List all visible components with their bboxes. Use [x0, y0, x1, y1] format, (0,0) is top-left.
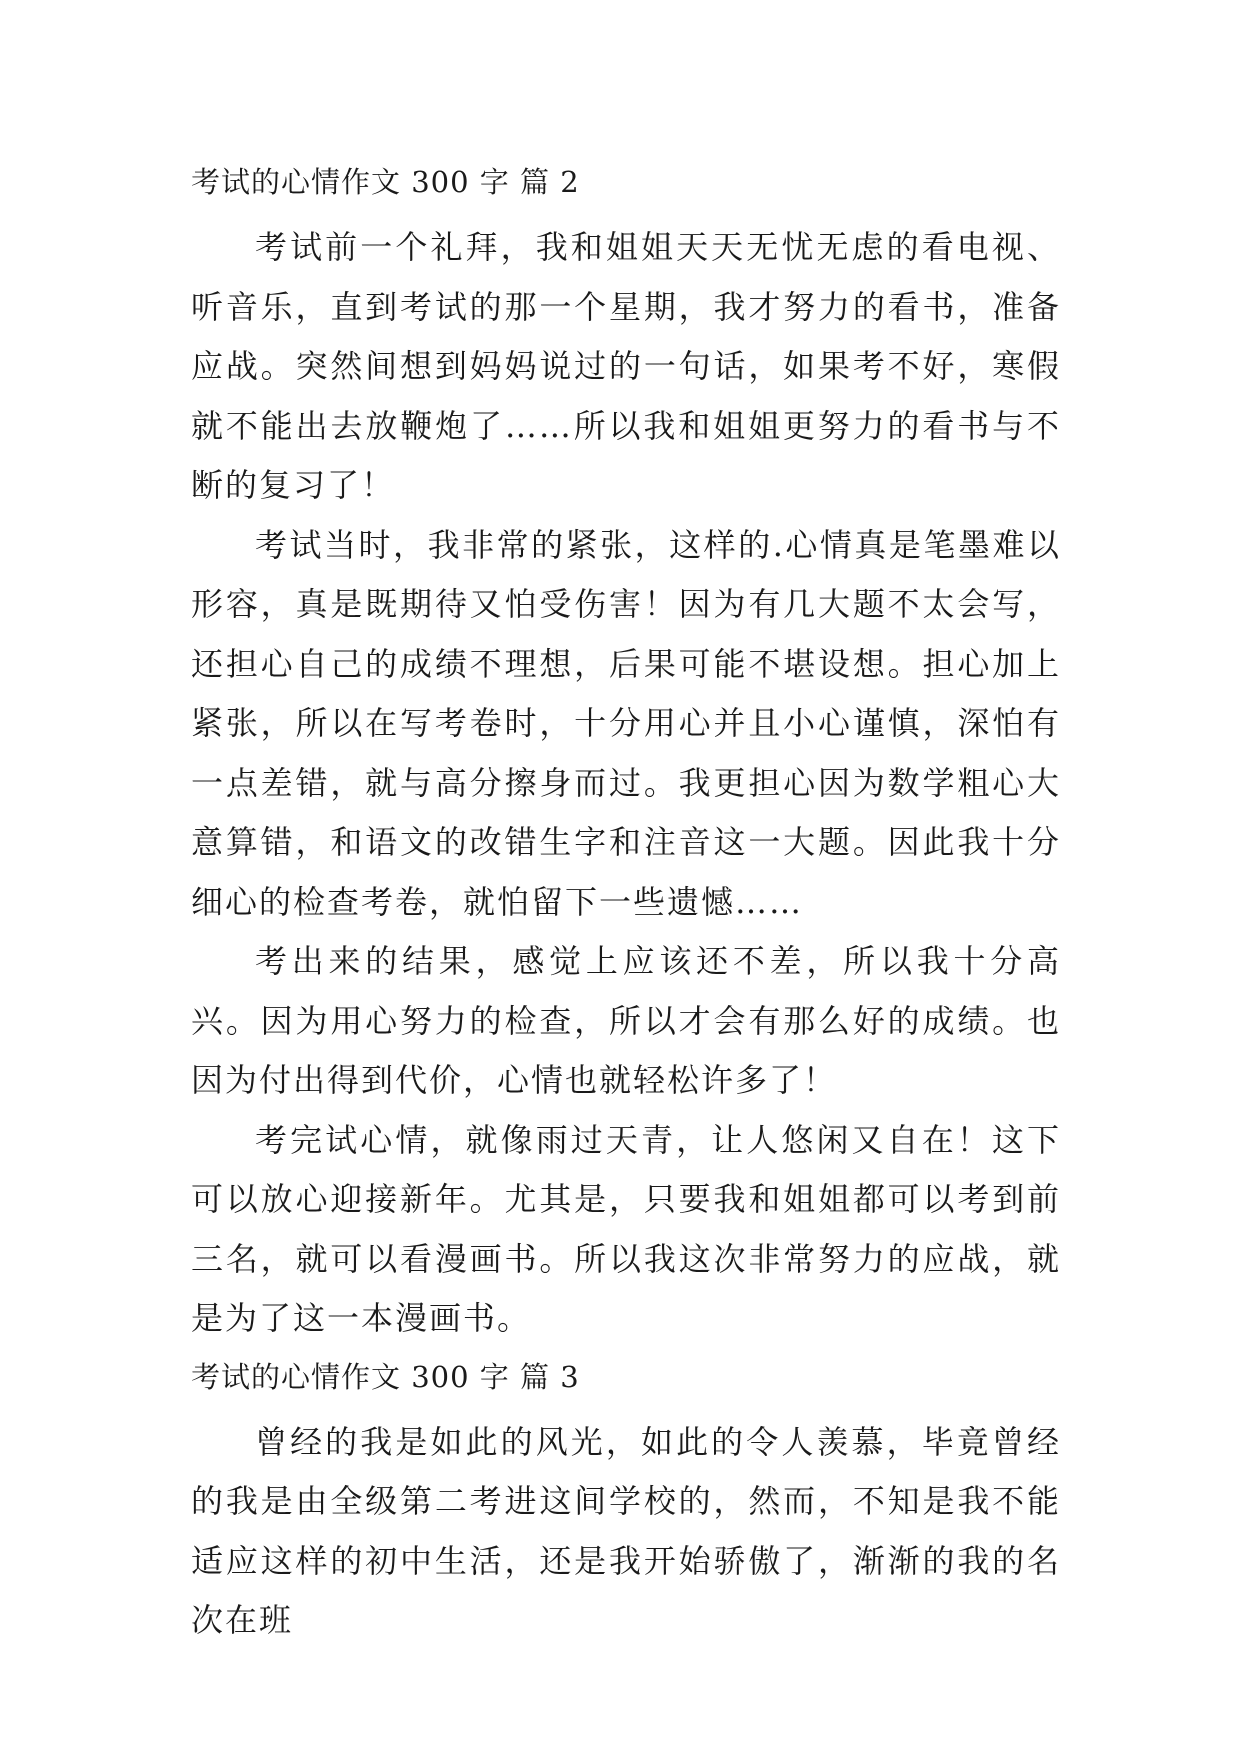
paragraph: 曾经的我是如此的风光，如此的令人羡慕，毕竟曾经的我是由全级第二考进这间学校的，然而，不知是我不能适应这样的初中生活，还是我开始骄傲了，渐渐的我的名次在班 [191, 1422, 1061, 1639]
paragraph: 考试当时，我非常的紧张，这样的.心情真是笔墨难以形容，真是既期待又怕受伤害！因为有几大题不太会写，还担心自己的成绩不理想，后果可能不堪设想。担心加上紧张，所以在写考卷时，十分用心并且小心谨慎，深怕有一点差错，就与高分擦身而过。我更担心因为数学粗心大意算错，和语文的改错生字和注音这一大题。因此我十分细心的检查考卷，就怕留下一些遗憾…… [191, 525, 1061, 921]
document-page [191, 162, 1061, 1651]
paragraph: 考出来的结果，感觉上应该还不差，所以我十分高兴。因为用心努力的检查，所以才会有那么好的成绩。也因为付出得到代价，心情也就轻松许多了！ [191, 942, 1061, 1099]
paragraph: 考试前一个礼拜，我和姐姐天天无忧无虑的看电视、听音乐，直到考试的那一个星期，我才努力的看书，准备应战。突然间想到妈妈说过的一句话，如果考不好，寒假就不能出去放鞭炮了……所以我和姐姐更努力的看书与不断的复习了！ [191, 228, 1061, 504]
section-heading-3: 考试的心情作文 300 字 篇 3 [191, 1359, 580, 1394]
section-heading-2: 考试的心情作文 300 字 篇 2 [191, 165, 580, 199]
paragraph: 考完试心情，就像雨过天青，让人悠闲又自在！这下可以放心迎接新年。尤其是，只要我和姐姐都可以考到前三名，就可以看漫画书。所以我这次非常努力的应战，就是为了这一本漫画书。 [191, 1120, 1061, 1337]
